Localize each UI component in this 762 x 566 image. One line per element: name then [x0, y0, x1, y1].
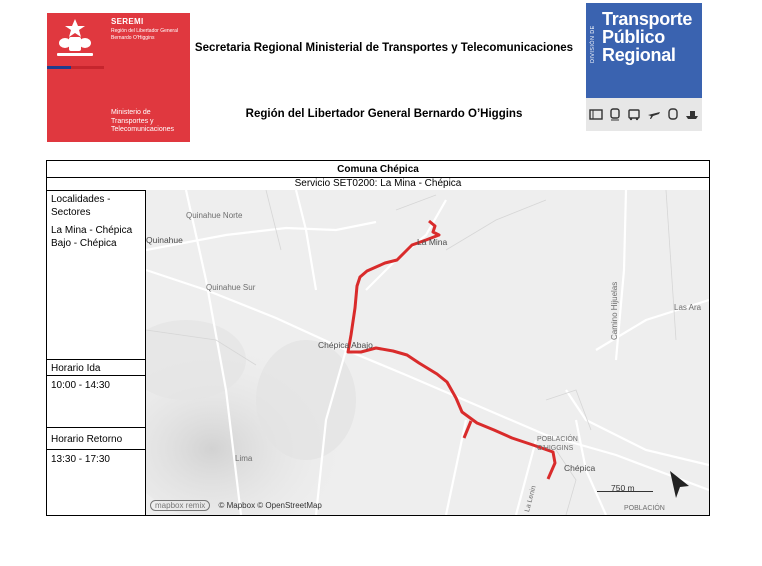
seremi-ministerio: Ministerio de Transportes y Telecomunicaciones: [111, 109, 175, 133]
service-table: [46, 160, 710, 516]
ferry-icon: [685, 108, 699, 121]
map-label-la-lenin: La Lenin: [524, 485, 538, 513]
map-label-poblacion: POBLACIÓN: [624, 505, 665, 512]
map-label-quinahue-norte: Quinahue Norte: [186, 211, 243, 220]
map-label-lima: Lima: [235, 454, 253, 463]
comuna-header: Comuna Chépica: [47, 161, 709, 178]
map-label-chepica: Chépica: [564, 463, 596, 473]
header-region: Región del Libertador General Bernardo O’Higgins: [245, 108, 523, 120]
stripe-red: [71, 66, 104, 69]
seremi-logo: [47, 13, 190, 142]
servicio-header: Servicio SET0200: La Mina - Chépica: [47, 177, 709, 191]
header-title: Secretaria Regional Ministerial de Transportes y Telecomunicaciones: [194, 42, 574, 54]
horario-ida-label: Horario Ida: [47, 360, 145, 376]
map-attribution: [150, 500, 322, 511]
horario-retorno-label: Horario Retorno: [47, 428, 145, 450]
stripe-blue: [47, 66, 71, 69]
map-label-camino-hijuelas: Camino Hijuelas: [610, 281, 619, 340]
dtpr-vertical-text: DIVISIÓN DE: [590, 25, 596, 63]
localidades-label: Localidades - Sectores: [51, 194, 111, 218]
train-icon: [608, 108, 622, 121]
map-label-quinahue-sur: Quinahue Sur: [206, 283, 256, 292]
bus-icon: [627, 108, 641, 121]
plane-icon: [647, 108, 661, 121]
bus-stop-icon: [589, 108, 603, 121]
map-label-chepica-abajo: Chépica Abajo: [318, 340, 373, 350]
route-map[interactable]: [146, 190, 709, 515]
transport-icons: [586, 98, 702, 131]
map-label-la-mina: La Mina: [417, 237, 448, 247]
horario-ida-value: 10:00 - 14:30: [47, 376, 145, 428]
info-column: [47, 190, 146, 515]
seremi-title: SEREMI: [111, 17, 144, 26]
metro-icon: [666, 108, 680, 121]
mapbox-logo-icon: mapbox remix: [150, 500, 210, 511]
map-scale-label: 750 m: [611, 483, 635, 493]
map-attribution-text[interactable]: © Mapbox © OpenStreetMap: [218, 501, 322, 510]
chile-crest-icon: [47, 13, 104, 67]
dtpr-line-3: Regional: [602, 45, 676, 65]
seremi-subtitle: Región del Libertador General Bernardo O'Higgins: [111, 28, 178, 41]
map-label-quinahue: Quinahue: [146, 235, 183, 245]
localidades-value: La Mina - Chépica Bajo - Chépica: [47, 222, 145, 360]
dtpr-line-1: Transporte: [602, 9, 693, 29]
bus-route: [348, 221, 555, 479]
map-label-poblacion-ohiggins: POBLACIÓN O'HIGGINS: [537, 436, 578, 452]
terrain-relief-2: [256, 340, 356, 460]
dtpr-logo: [586, 3, 702, 131]
map-label-las-ara: Las Ara: [674, 303, 702, 312]
dtpr-line-2: Público: [602, 27, 665, 47]
horario-retorno-value: 13:30 - 17:30: [51, 454, 110, 465]
